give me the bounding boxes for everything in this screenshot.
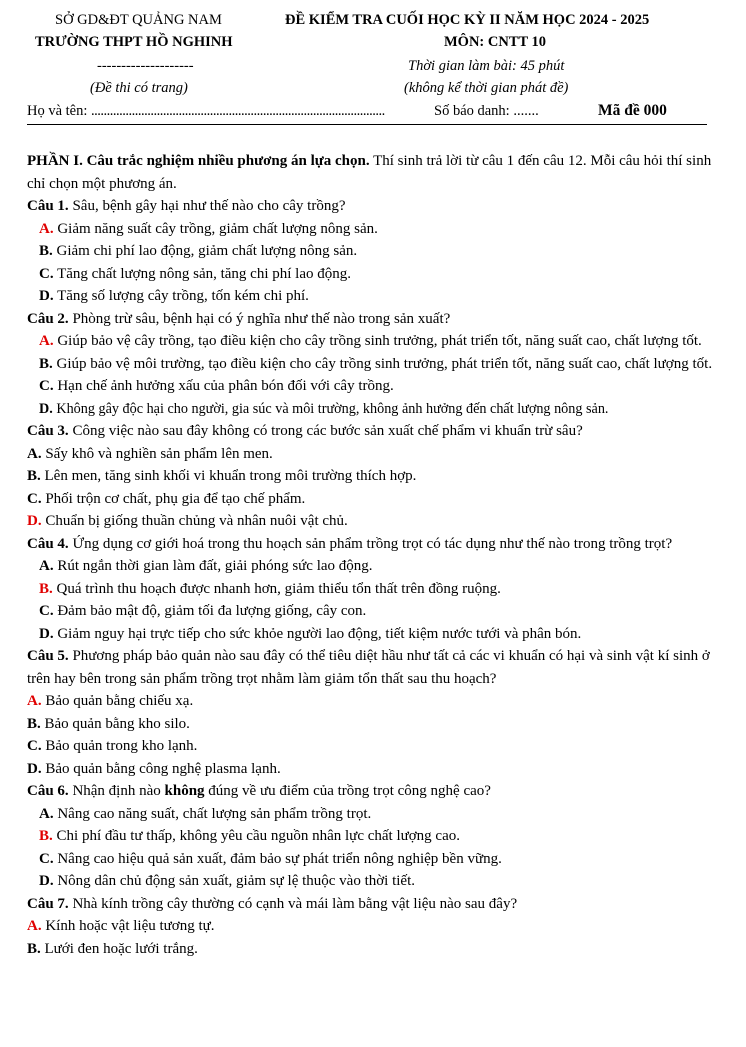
option-1a: [27, 218, 722, 241]
question-label: Câu 1.: [27, 198, 69, 214]
question-2: [27, 308, 722, 331]
header-rule: [27, 124, 707, 125]
option-text: Tăng chất lượng nông sản, tăng chi phí lao động.: [53, 265, 351, 282]
option-letter: D.: [27, 760, 42, 777]
candidate-number-dots: .......: [513, 103, 539, 119]
option-text: Tăng số lượng cây trồng, tốn kém chi phí.: [53, 288, 309, 304]
option-text: Nâng cao năng suất, chất lượng sản phẩm trồng trọt.: [53, 805, 372, 822]
question-text: Phương pháp bảo quản nào sau đây có thể tiêu diệt hầu như tất cả các vi khuẩn có hại và sinh vật kí sinh ở trên hay bên trong sản phẩm trồng trọt nhằm làm giảm tổn thất sau thu hoạch?: [27, 648, 710, 687]
subject-title: MÔN: CNTT 10: [444, 34, 547, 50]
option-2b: [27, 353, 722, 376]
option-letter: B.: [39, 355, 53, 372]
question-3: [27, 420, 722, 443]
option-letter-correct: A.: [27, 693, 42, 709]
question-text: Sâu, bệnh gây hại như thế nào cho cây trồng?: [68, 198, 346, 214]
option-text: Kính hoặc vật liệu tương tự.: [41, 918, 215, 934]
option-text: Bảo quản bằng kho silo.: [40, 715, 190, 732]
question-label: Câu 2.: [27, 310, 69, 327]
question-label: Câu 5.: [27, 648, 69, 664]
question-label: Câu 3.: [27, 423, 69, 439]
part-one-title: PHẦN I. Câu trắc nghiệm nhiều phương án lựa chọn.: [27, 153, 370, 169]
option-4b: [27, 578, 722, 601]
question-label: Câu 6.: [27, 783, 69, 799]
option-6d: [27, 870, 722, 893]
question-text: Phòng trừ sâu, bệnh hại có ý nghĩa như thế nào trong sản xuất?: [68, 310, 451, 327]
option-4d: [27, 623, 722, 646]
question-label: Câu 7.: [27, 895, 69, 912]
option-letter: D.: [39, 873, 54, 889]
option-2c: [27, 375, 722, 398]
question-text: Nhà kính trồng cây thường có cạnh và mái làm bằng vật liệu nào sau đây?: [68, 895, 518, 912]
option-letter-correct: B.: [39, 580, 53, 597]
option-letter: D.: [39, 625, 54, 642]
question-text: đúng về ưu điểm của trồng trọt công nghệ cao?: [204, 783, 491, 799]
pages-note: (Đề thi có trang): [90, 80, 188, 96]
name-dots: ..............................................................................................: [91, 103, 385, 119]
separator-dashes: --------------------: [97, 58, 194, 74]
option-letter: C.: [39, 850, 54, 867]
option-text: Nâng cao hiệu quả sản xuất, đảm bảo sự phát triển nông nghiệp bền vững.: [53, 850, 502, 867]
option-text: Bảo quản bằng chiếu xạ.: [41, 693, 194, 709]
option-5d: [27, 758, 722, 781]
candidate-number-line: [434, 103, 539, 120]
question-7: [27, 893, 722, 916]
option-text: Chuẩn bị giống thuần chủng và nhân nuôi vật chủ.: [41, 513, 348, 529]
option-letter: D.: [39, 288, 54, 304]
question-text: Công việc nào sau đây không có trong các bước sản xuất chế phẩm vi khuẩn trừ sâu?: [68, 423, 583, 439]
option-letter-correct: D.: [27, 513, 42, 529]
option-5a: [27, 690, 722, 713]
option-text: Đảm bảo mật độ, giảm tối đa lượng giống, cây con.: [53, 603, 367, 619]
option-6a: [27, 803, 722, 826]
option-letter: B.: [27, 940, 41, 957]
option-text: Chi phí đầu tư thấp, không yêu cầu nguồn nhân lực chất lượng cao.: [52, 828, 460, 844]
exam-code: Mã đề 000: [598, 102, 667, 119]
question-label: Câu 4.: [27, 535, 69, 552]
question-4: [27, 533, 722, 556]
option-5c: [27, 735, 722, 758]
option-text: Giảm nguy hại trực tiếp cho sức khỏe người lao động, tiết kiệm nước tưới và phân bón.: [53, 625, 582, 642]
question-emphasis: không: [164, 783, 205, 799]
option-letter-correct: A.: [39, 333, 54, 349]
option-2a: [27, 330, 722, 353]
option-1c: [27, 263, 722, 286]
option-text: Lưới đen hoặc lưới trắng.: [40, 940, 198, 957]
time-note: (không kể thời gian phát đề): [404, 80, 569, 96]
option-text: Nông dân chủ động sản xuất, giảm sự lệ thuộc vào thời tiết.: [53, 873, 416, 889]
candidate-number-label: Số báo danh:: [434, 103, 514, 119]
option-text: Hạn chế ảnh hưởng xấu của phân bón đối với cây trồng.: [53, 378, 394, 394]
option-6b: [27, 825, 722, 848]
exam-body: [27, 150, 722, 960]
part-one-heading: [27, 150, 722, 195]
exam-time: Thời gian làm bài: 45 phút: [408, 58, 565, 74]
option-text: Giảm chi phí lao động, giảm chất lượng nông sản.: [52, 243, 358, 259]
option-letter-correct: A.: [27, 918, 42, 934]
question-text: Ứng dụng cơ giới hoá trong thu hoạch sản phẩm trồng trọt có tác dụng như thế nào trong trồng trọt?: [68, 535, 673, 552]
option-text: Sấy khô và nghiền sản phẩm lên men.: [41, 445, 273, 462]
question-1: [27, 195, 722, 218]
option-3b: [27, 465, 722, 488]
name-label: Họ và tên:: [27, 103, 92, 119]
option-text: Giảm năng suất cây trồng, giảm chất lượng nông sản.: [53, 220, 378, 237]
exam-title: ĐỀ KIỂM TRA CUỐI HỌC KỲ II NĂM HỌC 2024 - 2025: [285, 12, 650, 28]
option-letter: A.: [39, 558, 54, 574]
option-letter-correct: A.: [39, 220, 54, 237]
option-letter: A.: [39, 805, 54, 822]
option-letter: C.: [27, 490, 42, 507]
part-one-instruction: Thí sinh trả lời từ câu 1 đến câu 12. Mỗi câu hỏi thí sinh chỉ chọn một phương án.: [27, 153, 712, 192]
candidate-name-line: [27, 103, 385, 120]
option-text: Phối trộn cơ chất, phụ gia để tạo chế phẩm.: [41, 490, 306, 507]
option-text: Lên men, tăng sinh khối vi khuẩn trong môi trường thích hợp.: [40, 468, 417, 484]
school-name: TRƯỜNG THPT HỒ NGHINH: [35, 34, 233, 50]
department-name: SỞ GD&ĐT QUẢNG NAM: [55, 12, 222, 28]
option-letter: C.: [27, 738, 42, 754]
option-1d: [27, 285, 722, 308]
option-letter: C.: [39, 265, 54, 282]
option-4a: [27, 555, 722, 578]
option-text: Bảo quản bằng công nghệ plasma lạnh.: [41, 760, 281, 777]
option-text: Không gây độc hại cho người, gia súc và môi trường, không ảnh hưởng đến chất lượng nông sản.: [52, 400, 609, 417]
option-6c: [27, 848, 722, 871]
option-5b: [27, 713, 722, 736]
option-letter: B.: [27, 715, 41, 732]
option-text: Rút ngắn thời gian làm đất, giải phóng sức lao động.: [53, 558, 373, 574]
option-4c: [27, 600, 722, 623]
option-7a: [27, 915, 722, 938]
option-3a: [27, 443, 722, 466]
option-letter: C.: [39, 603, 54, 619]
option-7b: [27, 938, 722, 961]
option-text: Bảo quản trong kho lạnh.: [41, 738, 198, 754]
option-text: Giúp bảo vệ cây trồng, tạo điều kiện cho cây trồng sinh trưởng, phát triển tốt, năng suất cao, chất lượng tốt.: [53, 333, 702, 349]
option-3d: [27, 510, 722, 533]
option-1b: [27, 240, 722, 263]
option-3c: [27, 488, 722, 511]
option-letter: C.: [39, 378, 54, 394]
option-letter: B.: [27, 468, 41, 484]
option-letter: B.: [39, 243, 53, 259]
option-2d: [27, 398, 722, 421]
option-letter: A.: [27, 445, 42, 462]
option-letter-correct: B.: [39, 828, 53, 844]
question-6: [27, 780, 722, 803]
question-5: [27, 645, 722, 690]
question-text: Nhận định nào: [68, 783, 165, 799]
option-text: Giúp bảo vệ môi trường, tạo điều kiện cho cây trồng sinh trưởng, phát triển tốt, năng suất cao, chất lượng tốt.: [52, 355, 713, 372]
option-text: Quá trình thu hoạch được nhanh hơn, giảm thiểu tổn thất trên đồng ruộng.: [52, 580, 501, 597]
option-letter: D.: [39, 400, 53, 417]
